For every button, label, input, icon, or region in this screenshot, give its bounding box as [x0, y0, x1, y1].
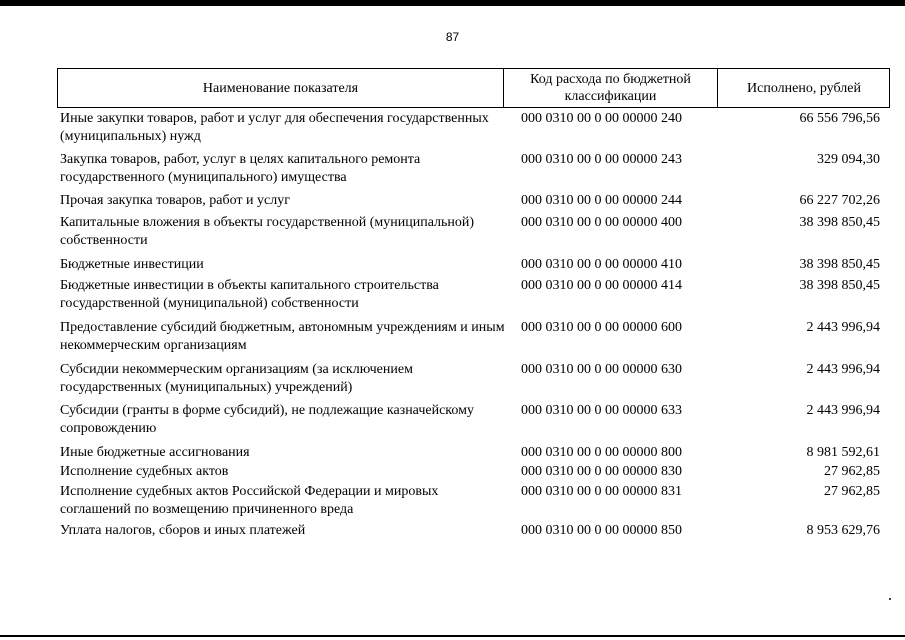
row-amount: 27 962,85: [824, 464, 880, 479]
row-name: Субсидии (гранты в форме субсидий), не подлежащие казначейскому сопровождению: [60, 403, 474, 436]
page-number: 87: [445, 30, 460, 44]
row-name: Бюджетные инвестиции: [60, 257, 204, 272]
header-amount: Исполнено, рублей: [747, 80, 861, 96]
row-code: 000 0310 00 0 00 00000 414: [521, 278, 682, 293]
row-amount: 8 981 592,61: [806, 445, 880, 460]
table-header: [57, 68, 890, 108]
header-name: Наименование показателя: [58, 69, 504, 107]
row-amount: 38 398 850,45: [799, 215, 880, 230]
row-code: 000 0310 00 0 00 00000 400: [521, 215, 682, 230]
row-code: 000 0310 00 0 00 00000 831: [521, 484, 682, 499]
row-code: 000 0310 00 0 00 00000 633: [521, 403, 682, 418]
top-border: [0, 0, 905, 6]
row-code: 000 0310 00 0 00 00000 240: [521, 111, 682, 126]
row-amount: 38 398 850,45: [799, 278, 880, 293]
row-name: Закупка товаров, работ, услуг в целях капитального ремонта государственного (муниципального) имущества: [60, 152, 421, 185]
row-code: 000 0310 00 0 00 00000 850: [521, 523, 682, 538]
row-amount: 38 398 850,45: [799, 257, 880, 272]
row-name: Иные закупки товаров, работ и услуг для обеспечения государственных (муниципальных) нужд: [60, 111, 489, 144]
row-name: Прочая закупка товаров, работ и услуг: [60, 193, 290, 208]
row-code: 000 0310 00 0 00 00000 800: [521, 445, 682, 460]
header-code: Код расхода по бюджетной классификации: [504, 69, 718, 107]
row-code: 000 0310 00 0 00 00000 244: [521, 193, 682, 208]
row-amount: 8 953 629,76: [806, 523, 880, 538]
row-name: Субсидии некоммерческим организациям (за исключением государственных (муниципальных) учреждений): [60, 362, 413, 395]
row-amount: 66 556 796,56: [799, 111, 880, 126]
row-name: Исполнение судебных актов: [60, 464, 229, 479]
row-amount: 2 443 996,94: [806, 403, 880, 418]
row-amount: 27 962,85: [824, 484, 880, 499]
row-name: Капитальные вложения в объекты государственной (муниципальной) собственности: [60, 215, 475, 248]
row-code: 000 0310 00 0 00 00000 630: [521, 362, 682, 377]
row-code: 000 0310 00 0 00 00000 600: [521, 320, 682, 335]
row-name: Исполнение судебных актов Российской Федерации и мировых соглашений по возмещению причиненного вреда: [60, 484, 439, 517]
scan-dot: [889, 598, 891, 600]
row-name: Предоставление субсидий бюджетным, автономным учреждениям и иным некоммерческим организациям: [60, 320, 505, 353]
row-code: 000 0310 00 0 00 00000 243: [521, 152, 682, 167]
bottom-border: [0, 635, 905, 637]
row-amount: 66 227 702,26: [799, 193, 880, 208]
row-name: Бюджетные инвестиции в объекты капитального строительства государственной (муниципальной) собственности: [60, 278, 439, 311]
row-code: 000 0310 00 0 00 00000 410: [521, 257, 682, 272]
row-amount: 329 094,30: [817, 152, 880, 167]
row-name: Иные бюджетные ассигнования: [60, 445, 250, 460]
row-amount: 2 443 996,94: [806, 362, 880, 377]
row-amount: 2 443 996,94: [806, 320, 880, 335]
row-code: 000 0310 00 0 00 00000 830: [521, 464, 682, 479]
row-name: Уплата налогов, сборов и иных платежей: [60, 523, 306, 538]
